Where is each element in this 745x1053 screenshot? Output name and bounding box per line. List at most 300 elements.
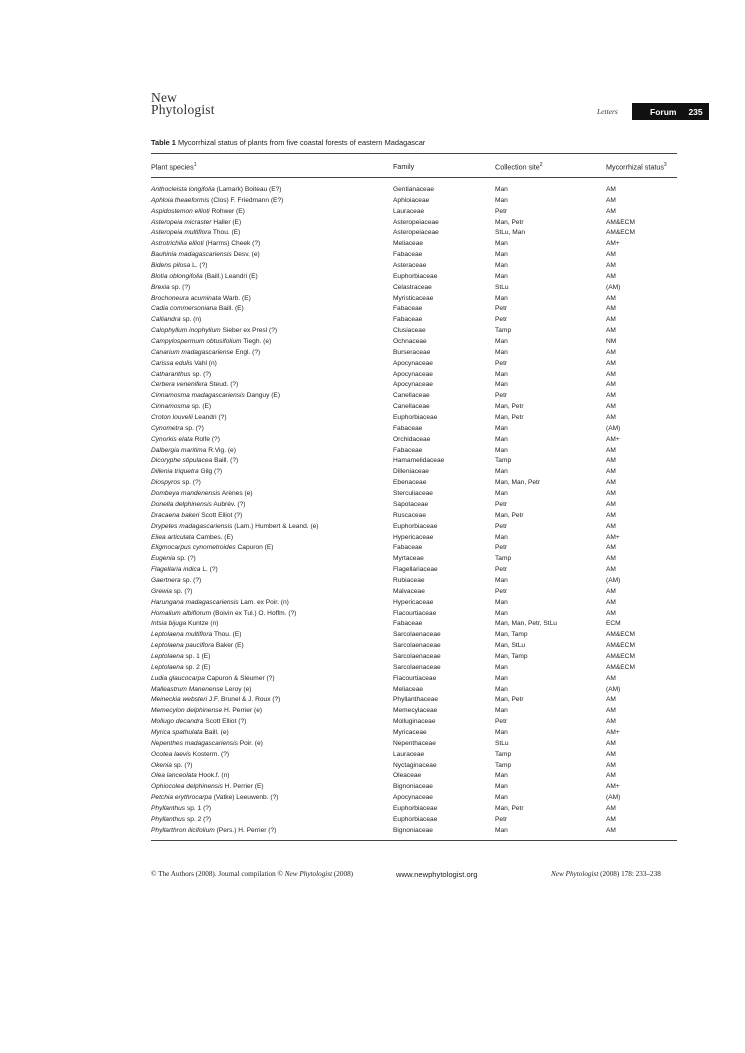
mycorrhizal-status-cell: AM bbox=[606, 381, 616, 389]
species-name: Phyllanthus bbox=[151, 815, 186, 823]
family-cell: Euphorbiaceae bbox=[393, 815, 438, 823]
mycorrhizal-status-cell: (AM) bbox=[606, 685, 621, 693]
table-row bbox=[0, 402, 745, 413]
collection-site-cell: Tamp bbox=[495, 555, 512, 563]
collection-site-cell: Man bbox=[495, 609, 508, 617]
column-header-status-text: Mycorrhizal status bbox=[606, 162, 664, 172]
species-cell bbox=[151, 326, 277, 337]
collection-site-cell: Man bbox=[495, 576, 508, 584]
species-name: Drypetes madagascariensis bbox=[151, 522, 233, 530]
species-name: Catharanthus bbox=[151, 370, 191, 378]
website-link[interactable]: www.newphytologist.org bbox=[396, 870, 478, 879]
collection-site-cell: Man bbox=[495, 272, 508, 280]
collection-site-cell: Man bbox=[495, 262, 508, 270]
family-cell: Asteraceae bbox=[393, 262, 427, 270]
species-authority: Leandri (?) bbox=[194, 414, 227, 422]
column-header-site-text: Collection site bbox=[495, 162, 540, 172]
mycorrhizal-status-cell: AM bbox=[606, 555, 616, 563]
mycorrhizal-status-cell: AM bbox=[606, 348, 616, 356]
table-row bbox=[0, 283, 745, 294]
collection-site-cell: Man, Tamp bbox=[495, 652, 528, 660]
collection-site-cell: Petr bbox=[495, 392, 508, 400]
species-name: Diospyros bbox=[151, 479, 181, 487]
species-cell bbox=[151, 652, 210, 663]
mycorrhizal-status-cell: AM bbox=[606, 707, 616, 715]
table-row bbox=[0, 674, 745, 685]
collection-site-cell: StLu, Man bbox=[495, 229, 526, 237]
species-authority: sp. 1 (E) bbox=[185, 652, 211, 660]
species-cell bbox=[151, 609, 296, 620]
mycorrhizal-status-cell: (AM) bbox=[606, 576, 621, 584]
mycorrhizal-status-cell: AM&ECM bbox=[606, 631, 635, 639]
collection-site-cell: Petr bbox=[495, 587, 508, 595]
collection-site-cell: Tamp bbox=[495, 327, 512, 335]
species-cell bbox=[151, 695, 280, 706]
table-row bbox=[0, 370, 745, 381]
species-authority: Vahl (n) bbox=[194, 359, 217, 367]
copyright-journal: New Phytologist bbox=[284, 870, 333, 878]
species-cell bbox=[151, 576, 201, 587]
species-name: Bauhinia madagascariensis bbox=[151, 251, 232, 259]
mycorrhizal-status-cell: ECM bbox=[606, 620, 621, 628]
mycorrhizal-status-cell: AM bbox=[606, 186, 616, 193]
family-cell: Hypericaceae bbox=[393, 533, 434, 541]
table-row bbox=[0, 489, 745, 500]
collection-site-cell: Petr bbox=[495, 316, 508, 324]
species-cell bbox=[151, 663, 210, 674]
species-cell bbox=[151, 543, 273, 554]
collection-site-cell: Man bbox=[495, 772, 508, 780]
species-authority: Sieber ex Presl (?) bbox=[222, 327, 278, 335]
species-cell bbox=[151, 630, 241, 641]
mycorrhizal-status-cell: NM bbox=[606, 338, 617, 346]
column-note-site: 2 bbox=[539, 162, 543, 168]
species-authority: sp. (?) bbox=[171, 283, 191, 291]
species-authority: Baill. (E) bbox=[218, 305, 244, 313]
species-authority: sp. (?) bbox=[182, 479, 201, 487]
species-authority: sp. (?) bbox=[177, 555, 196, 563]
table-caption-text: Mycorrhizal status of plants from five coastal forests of eastern Madagascar bbox=[177, 138, 426, 147]
species-cell bbox=[151, 467, 222, 478]
species-cell bbox=[151, 185, 282, 196]
collection-site-cell: Petr bbox=[495, 566, 508, 574]
species-cell bbox=[151, 478, 201, 489]
collection-site-cell: Man, Petr bbox=[495, 218, 524, 226]
family-cell: Flacourtiaceae bbox=[393, 674, 437, 682]
species-authority: Scott Elliot (?) bbox=[201, 511, 243, 519]
table-row bbox=[0, 706, 745, 717]
mycorrhizal-status-cell: (AM) bbox=[606, 794, 621, 802]
species-authority: Cambes. (E) bbox=[196, 533, 234, 541]
mycorrhizal-status-cell: AM bbox=[606, 272, 616, 280]
mycorrhizal-status-cell: AM bbox=[606, 718, 616, 726]
table-row bbox=[0, 587, 745, 598]
table-row bbox=[0, 326, 745, 337]
section-label: Letters bbox=[597, 107, 618, 116]
table-body bbox=[0, 185, 745, 837]
mycorrhizal-status-cell: AM bbox=[606, 305, 616, 313]
copyright bbox=[151, 870, 353, 878]
species-authority: sp. (?) bbox=[192, 370, 212, 378]
mycorrhizal-status-cell: AM bbox=[606, 403, 616, 411]
species-cell bbox=[151, 402, 211, 413]
page-number: 235 bbox=[688, 106, 703, 117]
species-authority: L. (?) bbox=[192, 262, 208, 270]
collection-site-cell: Man, StLu bbox=[495, 642, 526, 650]
species-authority: sp. 2 (E) bbox=[185, 663, 211, 671]
family-cell: Nyctaginaceae bbox=[393, 761, 437, 769]
species-authority: sp. (n) bbox=[182, 316, 202, 324]
family-cell: Ebenaceae bbox=[393, 479, 427, 487]
species-authority: J.F. Brunel & J. Roux (?) bbox=[208, 696, 281, 704]
species-cell bbox=[151, 706, 262, 717]
species-authority: Kosterm. (?) bbox=[192, 750, 230, 758]
table-row bbox=[0, 685, 745, 696]
table-row bbox=[0, 380, 745, 391]
species-authority: Steud. (?) bbox=[209, 381, 239, 389]
species-name: Asteropeia micraster bbox=[151, 218, 212, 226]
mycorrhizal-status-cell: AM+ bbox=[606, 783, 620, 791]
species-cell bbox=[151, 565, 218, 576]
species-authority: Arènes (e) bbox=[221, 490, 253, 498]
species-authority: Desv. (e) bbox=[233, 251, 260, 259]
column-header-status bbox=[606, 162, 667, 171]
species-name: Grewia bbox=[151, 587, 172, 595]
species-authority: H. Perrier (e) bbox=[223, 707, 263, 715]
species-name: Leptolaena multiflora bbox=[151, 631, 213, 639]
mycorrhizal-status-cell: AM&ECM bbox=[606, 652, 635, 660]
table-row bbox=[0, 793, 745, 804]
species-cell bbox=[151, 272, 258, 283]
species-authority: L. (?) bbox=[202, 566, 218, 574]
family-cell: Flagellariaceae bbox=[393, 566, 438, 574]
species-name: Homalium albiflorum bbox=[151, 609, 212, 617]
family-cell: Lauraceae bbox=[393, 750, 425, 758]
collection-site-cell: Man bbox=[495, 348, 508, 356]
species-authority: H. Perrier (E) bbox=[224, 783, 264, 791]
mycorrhizal-status-cell: AM bbox=[606, 544, 616, 552]
table-row bbox=[0, 750, 745, 761]
family-cell: Celastraceae bbox=[393, 283, 432, 291]
family-cell: Flacourtiaceae bbox=[393, 609, 437, 617]
table-bottom-rule bbox=[151, 840, 677, 841]
species-authority: Engl. (?) bbox=[235, 348, 261, 356]
species-authority: Rolfe (?) bbox=[194, 435, 220, 443]
family-cell: Malvaceae bbox=[393, 587, 425, 595]
species-cell bbox=[151, 587, 192, 598]
family-cell: Fabaceae bbox=[393, 446, 423, 454]
species-name: Ophiocolea delphinensis bbox=[151, 783, 223, 791]
collection-site-cell: Man, Man, Petr bbox=[495, 479, 541, 487]
table-row bbox=[0, 250, 745, 261]
family-cell: Phyllanthaceae bbox=[393, 696, 439, 704]
copyright-year: (2008) bbox=[333, 870, 354, 878]
collection-site-cell: Tamp bbox=[495, 750, 512, 758]
species-name: Petchia erythrocarpa bbox=[151, 794, 212, 802]
table-row bbox=[0, 761, 745, 772]
species-cell bbox=[151, 218, 241, 229]
family-cell: Bignoniaceae bbox=[393, 826, 433, 834]
collection-site-cell: Man bbox=[495, 783, 508, 791]
table-row bbox=[0, 261, 745, 272]
species-name: Blotia oblongifolia bbox=[151, 272, 203, 280]
collection-site-cell: Man bbox=[495, 186, 508, 193]
mycorrhizal-status-cell: AM bbox=[606, 207, 616, 215]
table-row bbox=[0, 478, 745, 489]
species-authority: Scott Elliot (?) bbox=[205, 718, 247, 726]
table-row bbox=[0, 294, 745, 305]
family-cell: Fabaceae bbox=[393, 316, 423, 324]
species-name: Dillenia triquetra bbox=[151, 468, 199, 476]
collection-site-cell: Man, Petr bbox=[495, 403, 524, 411]
species-name: Meineckia websteri bbox=[151, 696, 208, 704]
mycorrhizal-status-cell: AM bbox=[606, 327, 616, 335]
species-cell bbox=[151, 196, 283, 207]
species-authority: sp. 2 (?) bbox=[186, 815, 212, 823]
table-row bbox=[0, 413, 745, 424]
mycorrhizal-status-cell: AM bbox=[606, 750, 616, 758]
species-cell bbox=[151, 619, 218, 630]
family-cell: Asteropeiaceae bbox=[393, 218, 439, 226]
species-authority: Kuntze (n) bbox=[188, 620, 219, 628]
species-authority: Tiegh. (e) bbox=[243, 338, 272, 346]
species-name: Dalbergia maritima bbox=[151, 446, 207, 454]
species-name: Cynorkis elata bbox=[151, 435, 193, 443]
table-row bbox=[0, 663, 745, 674]
family-cell: Oleaceae bbox=[393, 772, 422, 780]
species-name: Phyllarthron ilicifolium bbox=[151, 826, 215, 834]
table-row bbox=[0, 782, 745, 793]
citation bbox=[551, 870, 661, 878]
species-cell bbox=[151, 380, 238, 391]
collection-site-cell: Man, Tamp bbox=[495, 631, 528, 639]
family-cell: Sarcolaenaceae bbox=[393, 663, 441, 671]
collection-site-cell: Man bbox=[495, 196, 508, 204]
family-cell: Hamamelidaceae bbox=[393, 457, 445, 465]
table-row bbox=[0, 456, 745, 467]
species-authority: Thou. (E) bbox=[213, 631, 242, 639]
table-row bbox=[0, 435, 745, 446]
collection-site-cell: Man bbox=[495, 468, 508, 476]
mycorrhizal-status-cell: AM bbox=[606, 196, 616, 204]
forum-label: Forum bbox=[650, 106, 677, 117]
family-cell: Sarcolaenaceae bbox=[393, 652, 441, 660]
family-cell: Apocynaceae bbox=[393, 370, 433, 378]
species-authority: sp. (?) bbox=[182, 576, 202, 584]
copyright-text: © The Authors (2008). Journal compilation © bbox=[151, 870, 283, 878]
table-row bbox=[0, 228, 745, 239]
species-name: Calophyllum inophyllum bbox=[151, 327, 221, 335]
table-row bbox=[0, 815, 745, 826]
species-cell bbox=[151, 511, 242, 522]
table-row bbox=[0, 717, 745, 728]
table-row bbox=[0, 500, 745, 511]
table-row bbox=[0, 446, 745, 457]
species-name: Eligmocarpus cynometroides bbox=[151, 544, 236, 552]
species-name: Donella delphinensis bbox=[151, 500, 212, 508]
table-caption bbox=[151, 138, 425, 147]
mycorrhizal-status-cell: AM&ECM bbox=[606, 642, 635, 650]
collection-site-cell: Man bbox=[495, 294, 508, 302]
mycorrhizal-status-cell: AM bbox=[606, 490, 616, 498]
species-name: Aphloia theaeformis bbox=[151, 196, 210, 204]
citation-journal: New Phytologist bbox=[551, 870, 599, 878]
mycorrhizal-status-cell: AM bbox=[606, 804, 616, 812]
species-cell bbox=[151, 761, 192, 772]
species-name: Carissa edulis bbox=[151, 359, 193, 367]
table-row bbox=[0, 609, 745, 620]
species-cell bbox=[151, 239, 260, 250]
species-cell bbox=[151, 359, 217, 370]
collection-site-cell: Man bbox=[495, 240, 508, 248]
species-name: Eugenia bbox=[151, 555, 176, 563]
species-cell bbox=[151, 771, 229, 782]
family-cell: Apocynaceae bbox=[393, 381, 433, 389]
mycorrhizal-status-cell: (AM) bbox=[606, 283, 621, 291]
species-authority: (Pers.) H. Perrier (?) bbox=[216, 826, 277, 834]
collection-site-cell: Petr bbox=[495, 359, 508, 367]
collection-site-cell: Man bbox=[495, 663, 508, 671]
species-name: Cerbera venenifera bbox=[151, 381, 208, 389]
species-authority: Thou. (E) bbox=[212, 229, 241, 237]
mycorrhizal-status-cell: AM+ bbox=[606, 435, 620, 443]
mycorrhizal-status-cell: AM bbox=[606, 696, 616, 704]
mycorrhizal-status-cell: AM+ bbox=[606, 728, 620, 736]
table-row bbox=[0, 630, 745, 641]
family-cell: Burseraceae bbox=[393, 348, 431, 356]
species-name: Dracaena bakeri bbox=[151, 511, 200, 519]
species-cell bbox=[151, 315, 201, 326]
table-row bbox=[0, 207, 745, 218]
collection-site-cell: Man bbox=[495, 446, 508, 454]
family-cell: Myricaceae bbox=[393, 728, 427, 736]
species-authority: Haller (E) bbox=[213, 218, 242, 226]
species-cell bbox=[151, 598, 289, 609]
mycorrhizal-status-cell: AM bbox=[606, 522, 616, 530]
collection-site-cell: Man, Man, Petr, StLu bbox=[495, 620, 557, 628]
species-cell bbox=[151, 283, 190, 294]
species-name: Malleastrum Manenense bbox=[151, 685, 224, 693]
collection-site-cell: Man bbox=[495, 728, 508, 736]
species-authority: Danguy (E) bbox=[246, 392, 281, 400]
species-cell bbox=[151, 826, 276, 837]
species-name: Phyllanthus bbox=[151, 804, 186, 812]
collection-site-cell: Man bbox=[495, 533, 508, 541]
collection-site-cell: Petr bbox=[495, 815, 508, 823]
species-name: Memecylon delphinense bbox=[151, 707, 223, 715]
species-cell bbox=[151, 294, 251, 305]
species-authority: sp. (?) bbox=[173, 587, 193, 595]
species-authority: (Lamark) Boiteau (E?) bbox=[216, 186, 282, 193]
collection-site-cell: Petr bbox=[495, 305, 508, 313]
species-name: Astrotrichilia ellioti bbox=[151, 240, 204, 248]
species-name: Dicoryphe stipulacea bbox=[151, 457, 213, 465]
collection-site-cell: Man bbox=[495, 826, 508, 834]
collection-site-cell: Man bbox=[495, 424, 508, 432]
collection-site-cell: Man bbox=[495, 370, 508, 378]
journal-logo-line2: Phytologist bbox=[151, 102, 215, 117]
species-authority: Leroy (e) bbox=[225, 685, 252, 693]
species-name: Myrica spathulata bbox=[151, 728, 203, 736]
family-cell: Bignoniaceae bbox=[393, 783, 433, 791]
family-cell: Hypericaceae bbox=[393, 598, 434, 606]
column-note-species: 1 bbox=[193, 162, 197, 168]
mycorrhizal-status-cell: AM bbox=[606, 316, 616, 324]
species-name: Ludia glaucocarpa bbox=[151, 674, 205, 682]
species-authority: sp. 1 (?) bbox=[186, 804, 212, 812]
species-cell bbox=[151, 424, 204, 435]
table-row bbox=[0, 272, 745, 283]
mycorrhizal-status-cell: AM bbox=[606, 251, 616, 259]
family-cell: Lauraceae bbox=[393, 207, 425, 215]
species-cell bbox=[151, 250, 260, 261]
mycorrhizal-status-cell: AM bbox=[606, 479, 616, 487]
species-authority: (Boivin ex Tul.) O. Hoffm. (?) bbox=[212, 609, 297, 617]
table-row bbox=[0, 804, 745, 815]
mycorrhizal-status-cell: AM bbox=[606, 739, 616, 747]
table-row bbox=[0, 467, 745, 478]
mycorrhizal-status-cell: AM bbox=[606, 370, 616, 378]
mycorrhizal-status-cell: AM bbox=[606, 294, 616, 302]
family-cell: Canellaceae bbox=[393, 403, 430, 411]
species-name: Intsia bijuga bbox=[151, 620, 187, 628]
mycorrhizal-status-cell: AM bbox=[606, 500, 616, 508]
family-cell: Canellaceae bbox=[393, 392, 430, 400]
species-cell bbox=[151, 391, 280, 402]
species-cell bbox=[151, 815, 211, 826]
mycorrhizal-status-cell: AM bbox=[606, 359, 616, 367]
species-authority: sp. (E) bbox=[191, 403, 212, 411]
column-header-family: Family bbox=[393, 162, 415, 171]
column-header-species bbox=[151, 162, 197, 171]
species-name: Canarium madagascariense bbox=[151, 348, 234, 356]
column-header-species-text: Plant species bbox=[151, 162, 194, 172]
mycorrhizal-status-cell: AM bbox=[606, 262, 616, 270]
species-name: Croton louvelii bbox=[151, 414, 193, 422]
mycorrhizal-status-cell: AM bbox=[606, 566, 616, 574]
family-cell: Fabaceae bbox=[393, 620, 423, 628]
family-cell: Nepenthaceae bbox=[393, 739, 436, 747]
mycorrhizal-status-cell: (AM) bbox=[606, 424, 621, 432]
species-authority: Rohwer (E) bbox=[211, 207, 245, 215]
species-name: Anthocleista longifolia bbox=[151, 186, 215, 193]
family-cell: Aphloiaceae bbox=[393, 196, 430, 204]
species-authority: Warb. (E) bbox=[222, 294, 251, 302]
family-cell: Fabaceae bbox=[393, 544, 423, 552]
species-cell bbox=[151, 370, 211, 381]
table-row bbox=[0, 739, 745, 750]
mycorrhizal-status-cell: AM bbox=[606, 772, 616, 780]
species-name: Cadia commersoniana bbox=[151, 305, 217, 313]
family-cell: Sarcolaenaceae bbox=[393, 642, 441, 650]
forum-badge bbox=[632, 103, 709, 120]
collection-site-cell: StLu bbox=[495, 739, 509, 747]
species-authority: Gilg (?) bbox=[200, 468, 223, 476]
collection-site-cell: Man, Petr bbox=[495, 414, 524, 422]
collection-site-cell: Petr bbox=[495, 544, 508, 552]
species-cell bbox=[151, 739, 263, 750]
mycorrhizal-status-cell: AM bbox=[606, 468, 616, 476]
species-cell bbox=[151, 261, 207, 272]
table-top-rule bbox=[151, 153, 677, 154]
species-name: Leptolaena bbox=[151, 663, 184, 671]
family-cell: Euphorbiaceae bbox=[393, 804, 438, 812]
collection-site-cell: Petr bbox=[495, 718, 508, 726]
mycorrhizal-status-cell: AM&ECM bbox=[606, 218, 635, 226]
family-cell: Memecylaceae bbox=[393, 707, 438, 715]
species-cell bbox=[151, 674, 275, 685]
collection-site-cell: Man, Petr bbox=[495, 511, 524, 519]
